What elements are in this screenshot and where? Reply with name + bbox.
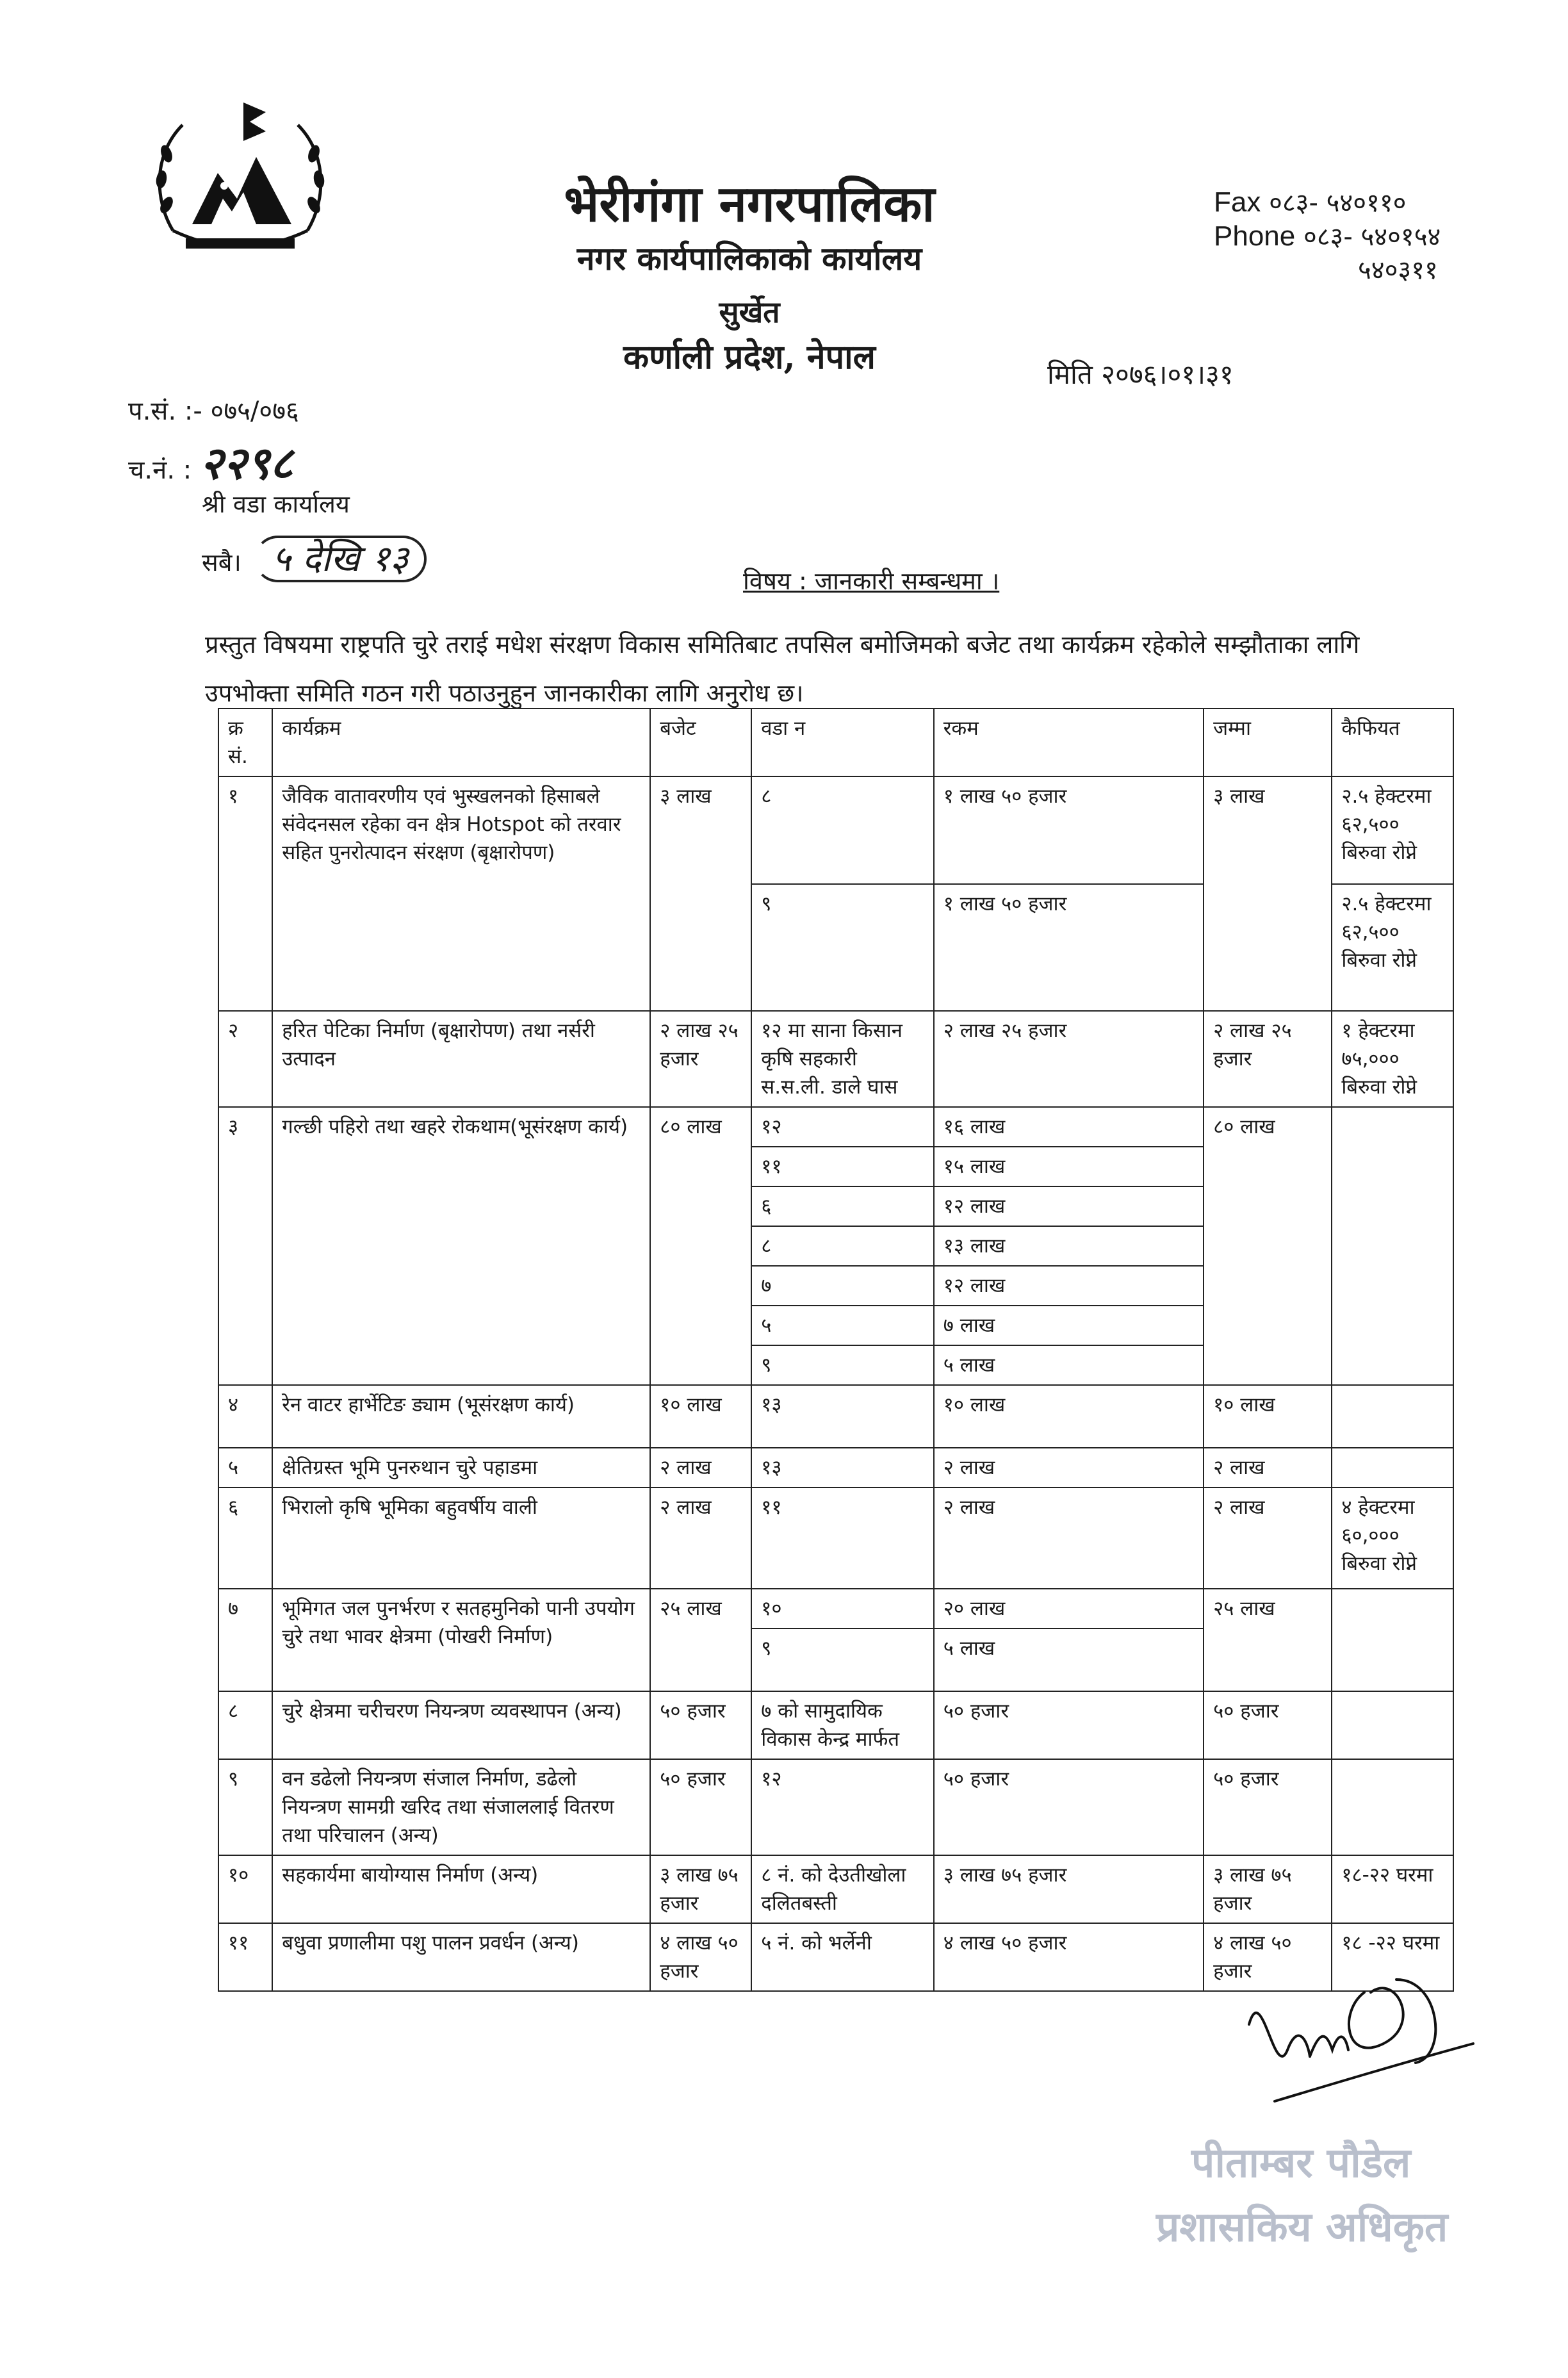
cell-ward: ७ [751, 1266, 933, 1306]
cell-ward: ६ [751, 1186, 933, 1226]
cell-remarks: १८ -२२ घरमा [1332, 1923, 1453, 1991]
table-row [218, 1691, 1453, 1759]
province-name: कर्णाली प्रदेश, नेपाल [623, 338, 876, 377]
cell-program: भिरालो कृषि भूमिका बहुवर्षीय वाली [272, 1488, 650, 1589]
cell-remarks: २.५ हेक्टरमा ६२,५०० बिरुवा रोप्ने [1332, 776, 1453, 884]
dispatch-label: च.नं. : [128, 455, 192, 485]
table-row [218, 1448, 1453, 1488]
header-amount: रकम [934, 709, 1204, 776]
cell-total: ८० लाख [1204, 1107, 1332, 1385]
table-row [218, 1107, 1453, 1147]
addressee-prefix: सबै। [202, 548, 241, 577]
cell-amount: २ लाख २५ हजार [934, 1011, 1204, 1107]
cell-program: भूमिगत जल पुनर्भरण र सतहमुनिको पानी उपयोग चुरे तथा भावर क्षेत्रमा (पोखरी निर्माण) [272, 1589, 650, 1691]
header-remarks: कैफियत [1332, 709, 1453, 776]
header-budget: बजेट [650, 709, 751, 776]
cell-budget: १० लाख [650, 1385, 751, 1448]
cell-budget: २ लाख [650, 1448, 751, 1488]
cell-remarks [1332, 1448, 1453, 1488]
cell-total: ३ लाख ७५ हजार [1204, 1855, 1332, 1923]
header-total: जम्मा [1204, 709, 1332, 776]
table-row [218, 1488, 1453, 1589]
header-program: कार्यक्रम [272, 709, 650, 776]
cell-budget: ३ लाख [650, 776, 751, 1011]
phone-line [1214, 218, 1441, 253]
phone-value-secondary: ५४०३११ [1358, 256, 1438, 285]
cell-sn: ११ [218, 1923, 272, 1991]
cell-sn: ७ [218, 1589, 272, 1691]
cell-amount: ५ लाख [934, 1628, 1204, 1691]
office-name: नगर कार्यपालिकाको कार्यालय [576, 240, 922, 277]
cell-ward: ८ [751, 1226, 933, 1266]
table-row [218, 776, 1453, 884]
cell-sn: ४ [218, 1385, 272, 1448]
cell-budget: ५० हजार [650, 1759, 751, 1855]
cell-budget: ५० हजार [650, 1691, 751, 1759]
cell-sn: ९ [218, 1759, 272, 1855]
cell-budget: ४ लाख ५० हजार [650, 1923, 751, 1991]
cell-ward: ११ [751, 1488, 933, 1589]
addressee-line1: श्री वडा कार्यालय [202, 490, 350, 518]
cell-budget: ३ लाख ७५ हजार [650, 1855, 751, 1923]
cell-amount: ५० हजार [934, 1759, 1204, 1855]
cell-remarks: १ हेक्टरमा ७५,००० बिरुवा रोप्ने [1332, 1011, 1453, 1107]
cell-amount: ४ लाख ५० हजार [934, 1923, 1204, 1991]
cell-program: क्षेतिग्रस्त भूमि पुनरुथान चुरे पहाडमा [272, 1448, 650, 1488]
cell-amount: १२ लाख [934, 1266, 1204, 1306]
nepal-emblem-icon [147, 96, 333, 269]
cell-program: चुरे क्षेत्रमा चरीचरण नियन्त्रण व्यवस्थापन (अन्य) [272, 1691, 650, 1759]
table-row [218, 1011, 1453, 1107]
cell-budget: २ लाख २५ हजार [650, 1011, 751, 1107]
cell-total: ४ लाख ५० हजार [1204, 1923, 1332, 1991]
cell-ward: १० [751, 1589, 933, 1628]
cell-remarks: ४ हेक्टरमा ६०,००० बिरुवा रोप्ने [1332, 1488, 1453, 1589]
cell-amount: ५० हजार [934, 1691, 1204, 1759]
cell-ward: ११ [751, 1147, 933, 1186]
cell-ward: ९ [751, 1345, 933, 1385]
cell-amount: ३ लाख ७५ हजार [934, 1855, 1204, 1923]
phone-label: Phone [1214, 220, 1296, 252]
cell-amount: १ लाख ५० हजार [934, 884, 1204, 1011]
cell-remarks [1332, 1107, 1453, 1385]
table-row [218, 1385, 1453, 1448]
header-sn: क्र सं. [218, 709, 272, 776]
cell-program: गल्छी पहिरो तथा खहरे रोकथाम(भूसंरक्षण कार्य) [272, 1107, 650, 1385]
cell-total: ५० हजार [1204, 1759, 1332, 1855]
cell-amount: २ लाख [934, 1448, 1204, 1488]
cell-remarks [1332, 1589, 1453, 1691]
fax-line [1214, 184, 1406, 219]
addressee-line2 [202, 533, 427, 582]
header-ward: वडा न [751, 709, 933, 776]
cell-ward: ९ [751, 884, 933, 1011]
cell-ward: १२ मा साना किसान कृषि सहकारी स.स.ली. डाले घास [751, 1011, 933, 1107]
dispatch-value: २२९८ [199, 436, 293, 489]
letter-date: मिति २०७६।०१।३१ [1047, 359, 1234, 390]
dispatch-number [128, 430, 293, 492]
cell-ward: ७ को सामुदायिक विकास केन्द्र मार्फत [751, 1691, 933, 1759]
cell-ward: १३ [751, 1385, 933, 1448]
cell-program: बधुवा प्रणालीमा पशु पालन प्रवर्धन (अन्य) [272, 1923, 650, 1991]
cell-ward: १२ [751, 1759, 933, 1855]
cell-budget: २५ लाख [650, 1589, 751, 1691]
table-row [218, 1855, 1453, 1923]
cell-program: रेन वाटर हार्भेटिङ ड्याम (भूसंरक्षण कार्य) [272, 1385, 650, 1448]
table-row [218, 1759, 1453, 1855]
cell-sn: २ [218, 1011, 272, 1107]
cell-amount: १० लाख [934, 1385, 1204, 1448]
cell-ward: १२ [751, 1107, 933, 1147]
cell-total: २५ लाख [1204, 1589, 1332, 1691]
cell-ward: १३ [751, 1448, 933, 1488]
cell-total: १० लाख [1204, 1385, 1332, 1448]
cell-total: २ लाख २५ हजार [1204, 1011, 1332, 1107]
cell-sn: ८ [218, 1691, 272, 1759]
cell-amount: १५ लाख [934, 1147, 1204, 1186]
cell-ward: ५ नं. को भर्लेनी [751, 1923, 933, 1991]
cell-sn: १० [218, 1855, 272, 1923]
fax-value: ०८३- ५४०११० [1269, 188, 1407, 218]
program-table [218, 708, 1454, 1992]
cell-program: वन डढेलो नियन्त्रण संजाल निर्माण, डढेलो नियन्त्रण सामग्री खरिद तथा संजाललाई वितरण तथा परिचालन (अन्य) [272, 1759, 650, 1855]
cell-amount: ७ लाख [934, 1306, 1204, 1345]
phone-value: ०८३- ५४०१५४ [1303, 222, 1441, 252]
officer-name-stamp: पीताम्बर पौडेल [1191, 2139, 1411, 2187]
cell-total: ३ लाख [1204, 776, 1332, 1011]
cell-amount: १ लाख ५० हजार [934, 776, 1204, 884]
cell-amount: १६ लाख [934, 1107, 1204, 1147]
cell-remarks [1332, 1759, 1453, 1855]
cell-amount: २० लाख [934, 1589, 1204, 1628]
reference-number: प.सं. :- ०७५/०७६ [128, 397, 299, 426]
cell-program: सहकार्यमा बायोग्यास निर्माण (अन्य) [272, 1855, 650, 1923]
subject-line: विषय : जानकारी सम्बन्धमा । [743, 567, 1000, 595]
cell-ward: ९ [751, 1628, 933, 1691]
cell-remarks: २.५ हेक्टरमा ६२,५०० बिरुवा रोप्ने [1332, 884, 1453, 1011]
officer-title-stamp: प्रशासकिय अधिकृत [1156, 2203, 1448, 2251]
cell-remarks [1332, 1691, 1453, 1759]
cell-amount: २ लाख [934, 1488, 1204, 1589]
signature [1236, 1954, 1480, 2114]
cell-remarks [1332, 1385, 1453, 1448]
cell-total: ५० हजार [1204, 1691, 1332, 1759]
cell-sn: ३ [218, 1107, 272, 1385]
cell-total: २ लाख [1204, 1488, 1332, 1589]
cell-sn: १ [218, 776, 272, 1011]
cell-ward: ८ नं. को देउतीखोला दलितबस्ती [751, 1855, 933, 1923]
cell-budget: ८० लाख [650, 1107, 751, 1385]
cell-program: जैविक वातावरणीय एवं भुस्खलनको हिसाबले संवेदनसल रहेका वन क्षेत्र Hotspot को तरवार सहित पुनरोत्पादन संरक्षण (बृक्षारोपण) [272, 776, 650, 1011]
cell-program: हरित पेटिका निर्माण (बृक्षारोपण) तथा नर्सरी उत्पादन [272, 1011, 650, 1107]
addressee-handwritten: ५ देखि १३ [254, 536, 427, 582]
cell-budget: २ लाख [650, 1488, 751, 1589]
body-paragraph: प्रस्तुत विषयमा राष्ट्रपति चुरे तराई मधेश संरक्षण विकास समितिबाट तपसिल बमोजिमको बजेट तथा कार्यक्रम रहेकोले सम्झौताका लागि उपभोक्ता समिति गठन गरी पठाउनुहुन जानकारीका लागि अनुरोध छ। [205, 630, 1360, 707]
cell-amount: ५ लाख [934, 1345, 1204, 1385]
cell-sn: ५ [218, 1448, 272, 1488]
municipality-name: भेरीगंगा नगरपालिका [564, 175, 935, 233]
cell-sn: ६ [218, 1488, 272, 1589]
cell-remarks: १८-२२ घरमा [1332, 1855, 1453, 1923]
fax-label: Fax [1214, 186, 1261, 218]
cell-ward: ८ [751, 776, 933, 884]
cell-amount: १३ लाख [934, 1226, 1204, 1266]
cell-amount: १२ लाख [934, 1186, 1204, 1226]
district-name: सुर्खेत [719, 295, 780, 329]
table-header-row [218, 709, 1453, 776]
cell-ward: ५ [751, 1306, 933, 1345]
cell-total: २ लाख [1204, 1448, 1332, 1488]
table-row [218, 1589, 1453, 1628]
